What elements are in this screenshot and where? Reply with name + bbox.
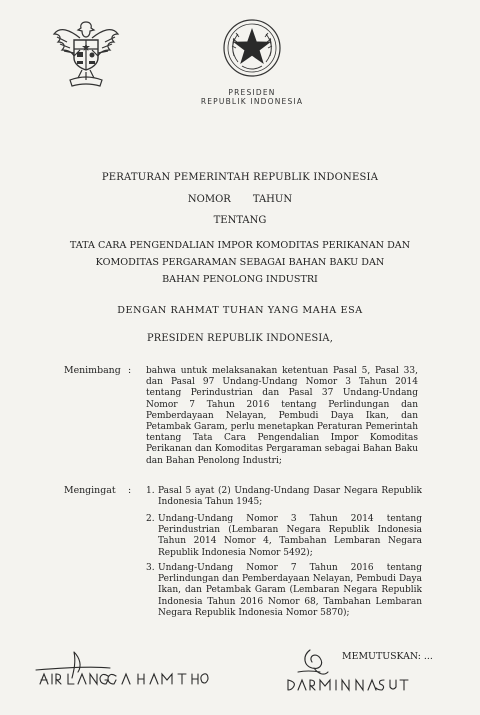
item-text: Undang-Undang Nomor 7 Tahun 2016 tentang Perlindungan dan Pemberdayaan Nelayan, Pembudi Daya Ikan, dan Petambak Garam (Lembaran Negara Republik Indonesia Tahun 2016 Nomor 68, Tambahan Lembaran Negara Republik Indonesia Nomor 5870); [158, 563, 422, 618]
item-number: 3. [146, 563, 155, 573]
menimbang-label: Menimbang [64, 365, 121, 376]
presiden-line: PRESIDEN REPUBLIK INDONESIA, [146, 333, 334, 344]
seal-caption-line2: REPUBLIK INDONESIA [200, 97, 304, 106]
presidential-seal-icon [222, 18, 282, 78]
item-number: 1. [146, 486, 155, 496]
mengingat-item-1 [146, 486, 422, 508]
garuda-emblem-icon [52, 16, 120, 92]
item-text: Pasal 5 ayat (2) Undang-Undang Dasar Negara Republik Indonesia Tahun 1945; [158, 486, 422, 508]
mengingat-colon: : [128, 485, 132, 496]
memutuskan-line: MEMUTUSKAN: ... [342, 651, 433, 662]
regulation-title: PERATURAN PEMERINTAH REPUBLIK INDONESIA [101, 172, 379, 183]
regulation-subject [40, 237, 440, 288]
nomor-tahun-line [40, 194, 440, 205]
subject-line-3: BAHAN PENOLONG INDUSTRI [162, 274, 318, 285]
signature-right-icon [284, 646, 414, 700]
item-number: 2. [146, 514, 155, 524]
mengingat-item-2 [146, 514, 422, 559]
tahun-label: TAHUN [252, 194, 293, 205]
item-text: Undang-Undang Nomor 3 Tahun 2014 tentang Perindustrian (Lembaran Negara Republik Indonesia Tahun 2014 Nomor 4, Tambahan Lembaran Negara Republik Indonesia Nomor 5492); [158, 514, 422, 558]
nomor-label: NOMOR [187, 194, 231, 205]
mengingat-label: Mengingat [64, 485, 116, 496]
tentang-heading: TENTANG [213, 215, 267, 226]
menimbang-text: bahwa untuk melaksanakan ketentuan Pasal 5, Pasal 33, dan Pasal 97 Undang-Undang Nomor 3 Tahun 2014 tentang Perindustrian dan Pasal 37 Undang-Undang Nomor 7 Tahun 2016 tentang Perlindungan dan Pemberdayaan Nelayan, Pembudi Daya Ikan, dan Petambak Garam, perlu menetapkan Peraturan Pemerintah tentang Tata Cara Pengendalian Impor Komoditas Perikanan dan Komoditas Pergaraman sebagai Bahan Baku dan Bahan Penolong Industri; [146, 366, 418, 466]
rahmat-line: DENGAN RAHMAT TUHAN YANG MAHA ESA [117, 305, 363, 316]
signature-left-icon [30, 648, 230, 698]
subject-line-1: TATA CARA PENGENDALIAN IMPOR KOMODITAS PERIKANAN DAN [69, 240, 411, 251]
subject-line-2: KOMODITAS PERGARAMAN SEBAGAI BAHAN BAKU DAN [95, 257, 385, 268]
menimbang-colon: : [128, 365, 132, 376]
mengingat-item-3 [146, 563, 422, 619]
seal-caption-line1: PRESIDEN [228, 88, 276, 97]
seal-caption [190, 88, 314, 106]
